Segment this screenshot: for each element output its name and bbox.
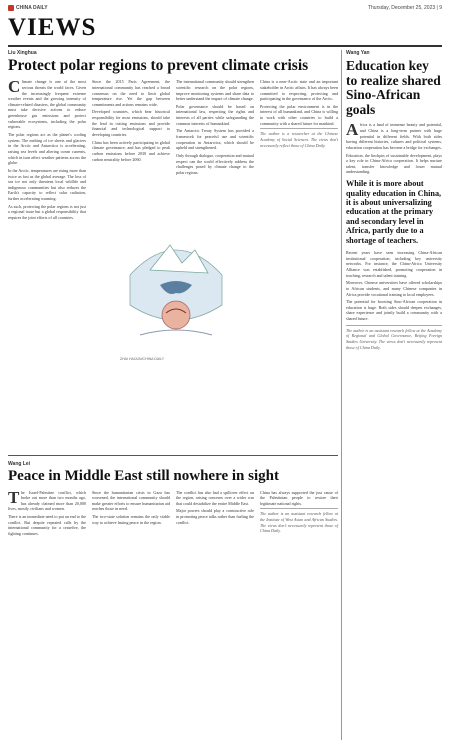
paragraph: Since the humanitarian crisis in Gaza has worsened, the international community should make greater efforts to ensure humanitarian aid reaches those in need. [92, 489, 170, 512]
article-column-1 [8, 487, 86, 539]
paragraph: The conflict has also had a spillover effect on the region, raising concerns over a wider war that could destabilize the entire Middle East. [176, 489, 254, 506]
sidebar-headline: Education key to realize shared Sino-African goals [346, 58, 441, 117]
article-column-3 [176, 490, 254, 539]
paragraph: There is an immediate need to put an end to the conflict. But despite repeated calls by the international community for a ceasefire, the fighting continues. [8, 514, 86, 537]
melting-ice-illustration-icon [120, 215, 232, 355]
paragraph: Education, the linchpin of sustainable development, plays a key role in China-Africa cooperation. It helps nurture talent, transfer knowledge and foster mutual understanding. [346, 152, 442, 175]
paragraph: The Antarctic Treaty System has provided a framework for peaceful use and scientific cooperation in Antarctica, which should be upheld and strengthened. [176, 128, 254, 151]
polar-illustration [120, 215, 232, 361]
section-title: VIEWS [8, 14, 97, 41]
paragraph: Since the 2015 Paris Agreement, the international community has reached a broad consensus on the need to limit global temperature rise. Yet the gap between commitments and actions remains wide. [92, 79, 170, 107]
author-note: The author is an assistant research fellow at the Academy of Regional and Global Governance, Beijing Foreign Studies University. The views don't necessarily represent those of China Daily. [346, 325, 442, 351]
article-body [8, 79, 338, 222]
paragraph: Moreover, Chinese universities have offered scholarships to African students, and many Chinese companies in Africa provide vocational training to local employees. [346, 280, 442, 297]
paragraph: Climate change is one of the most serious threats the world faces. Given the increasingly frequent extreme weather events and the growing intensity of climate-related disasters, the global community must take decisive actions to reduce greenhouse gas emissions and protect vulnerable ecosystems, including the polar regions. [8, 77, 86, 130]
paragraph: Polar governance should be based on international law, respecting the rights and interests of all parties while safeguarding the common interests of humankind. [176, 103, 254, 126]
article-divider [8, 455, 338, 456]
article-column-2 [92, 79, 170, 222]
main-column [8, 50, 338, 539]
paragraph: Africa is a land of immense beauty and potential, and China is a long-term partner with huge potential in different fields. With both sides having different histories, cultures and political systems, education cooperation has become a bridge for exchanges. [346, 120, 442, 150]
pull-quote: While it is more about quality education in China, it is about universalizing education at the primary and secondary level in Africa, partly due to a shortage of teachers. [346, 179, 442, 245]
china-daily-logo-icon [8, 5, 14, 11]
paragraph: China is a near-Arctic state and an important stakeholder in Arctic affairs. It has always been committed to respecting, protecting and participating in the governance of the Arctic. [260, 79, 338, 102]
paragraph: Protecting the polar environment is in the interest of all humankind, and China is willing to work with other countries to build a community with a shared future for mankind. [260, 103, 338, 126]
paragraph: As such, protecting the polar regions is not just a regional issue but a global responsibility that requires the joint efforts of all countries. [8, 203, 86, 220]
paragraph: In the Arctic, temperatures are rising more than twice as fast as the global average. The loss of sea ice not only threatens local wildlife and indigenous communities but also reduces the Earth's capacity to reflect solar radiation, further accelerating warming. [8, 167, 86, 202]
sidebar-article [346, 50, 442, 352]
sidebar-byline: Wang Yan [346, 50, 370, 56]
article-byline: Liu Xinghua [8, 50, 37, 56]
article-byline: Wang Lei [8, 460, 31, 467]
paragraph: Only through dialogue, cooperation and mutual respect can the world effectively address the challenges posed by climate change to the polar regions. [176, 152, 254, 175]
paragraph: Recent years have seen increasing China-African institutional cooperation, including key university networks. For instance, the China-Africa University Alliance was established, promoting cooperation in teaching, research and talent training. [346, 250, 442, 278]
author-note: The author is a researcher at the Chinese Academy of Social Sciences. The views don't necessarily reflect those of China Daily. [260, 128, 338, 148]
article-column-4 [260, 79, 338, 222]
article-column-4 [260, 490, 338, 539]
article-headline: Peace in Middle East still nowhere in sight [8, 467, 279, 484]
illustration-credit: ZHAI HAIJUN/CHINA DAILY [120, 357, 165, 361]
date-line: Thursday, December 25, 2023 | 9 [367, 5, 442, 11]
article-middle-east [8, 461, 338, 539]
article-body [8, 487, 338, 539]
author-note: The author is an assistant research fellow at the Institute of West Asian and African Studies. The views don't necessarily represent those of China Daily. [260, 508, 338, 534]
paragraph: The two-state solution remains the only viable way to achieve lasting peace in the region. [92, 514, 170, 525]
article-column-2 [92, 490, 170, 539]
paper-name: CHINA DAILY [16, 5, 48, 11]
paragraph: China has always supported the just cause of the Palestinian people to restore their legitimate national rights. [260, 489, 338, 506]
paragraph: The international community should strengthen scientific research on the polar regions, improve monitoring systems and share data to better understand the impact of climate change. [176, 79, 254, 102]
paragraph: Developed countries, which bear historical responsibility for most emissions, should take the lead in cutting emissions and provide financial and technological support to developing countries. [92, 109, 170, 138]
article-polar [8, 50, 338, 450]
paragraph: The potential for boosting Sino-African cooperation in education is huge. Both sides should deepen exchanges, share experience and jointly build a community with a shared future. [346, 299, 442, 322]
article-column-3 [176, 79, 254, 222]
header-divider [8, 45, 442, 47]
paragraph: The Israel-Palestine conflict, which broke out more than two months ago, has already claimed more than 20,000 lives, mostly civilians and women. [8, 487, 86, 512]
paragraph: China has been actively participating in global climate governance, and has pledged to peak carbon emissions before 2030 and achieve carbon neutrality before 2060. [92, 139, 170, 162]
paper-logo [8, 5, 48, 11]
top-bar [8, 4, 442, 12]
column-divider [341, 50, 342, 740]
paragraph: The polar regions act as the planet's cooling system. The melting of ice sheets and glaciers in the Arctic and Antarctica is accelerating, raising sea levels and altering ocean currents, which in turn affect weather patterns across the globe. [8, 132, 86, 166]
article-headline: Protect polar regions to prevent climate crisis [8, 57, 309, 74]
article-column-1 [8, 79, 86, 222]
paragraph: Major powers should play a constructive role in promoting peace talks rather than fueling the conflict. [176, 508, 254, 525]
